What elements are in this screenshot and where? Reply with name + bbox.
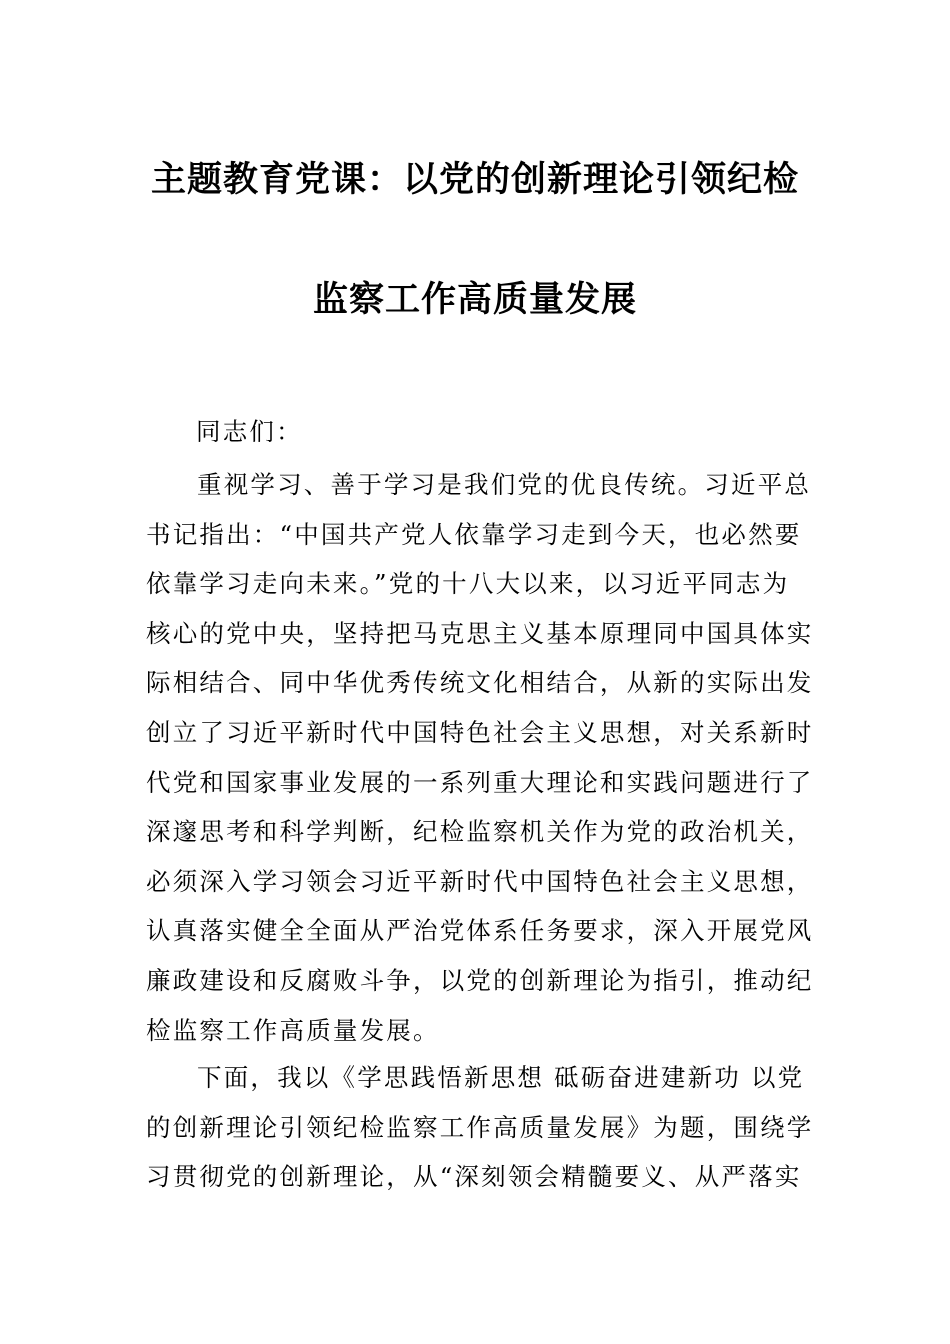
paragraph-line: 认真落实健全全面从严治党体系任务要求，深入开展党风: [146, 916, 814, 946]
paragraph-line: 重视学习、善于学习是我们党的优良传统。习近平总: [197, 470, 812, 499]
paragraph-1: [146, 460, 814, 1055]
paragraph-line: 核心的党中央，坚持把马克思主义基本原理同中国具体实: [146, 618, 814, 648]
paragraph-line: 际相结合、同中华优秀传统文化相结合，从新的实际出发: [146, 668, 814, 698]
salutation: 同志们：: [196, 417, 303, 446]
paragraph-line: 深邃思考和科学判断，纪检监察机关作为党的政治机关，: [146, 817, 814, 847]
document-title-line-2: 监察工作高质量发展: [312, 280, 637, 320]
document-title-line-1: 主题教育党课：以党的创新理论引领纪检: [150, 160, 799, 200]
paragraph-line: 代党和国家事业发展的一系列重大理论和实践问题进行了: [146, 767, 814, 797]
paragraph-2: [146, 1053, 814, 1202]
paragraph-line: 廉政建设和反腐败斗争，以党的创新理论为指引，推动纪: [146, 965, 814, 995]
paragraph-line: 必须深入学习领会习近平新时代中国特色社会主义思想，: [146, 866, 814, 896]
paragraph-line: 下面，我以《学思践悟新思想 砥砺奋进建新功 以党: [197, 1063, 805, 1092]
paragraph-line: 依靠学习走向未来。”党的十八大以来，以习近平同志为: [146, 569, 790, 599]
paragraph-line: 检监察工作高质量发展。: [146, 1015, 440, 1045]
paragraph-line: 的创新理论引领纪检监察工作高质量发展》为题，围绕学: [146, 1112, 814, 1142]
paragraph-line: 创立了习近平新时代中国特色社会主义思想，对关系新时: [146, 717, 814, 747]
paragraph-line: 习贯彻党的创新理论，从“深刻领会精髓要义、从严落实: [146, 1162, 802, 1192]
paragraph-line: 书记指出：“中国共产党人依靠学习走到今天，也必然要: [146, 519, 802, 549]
